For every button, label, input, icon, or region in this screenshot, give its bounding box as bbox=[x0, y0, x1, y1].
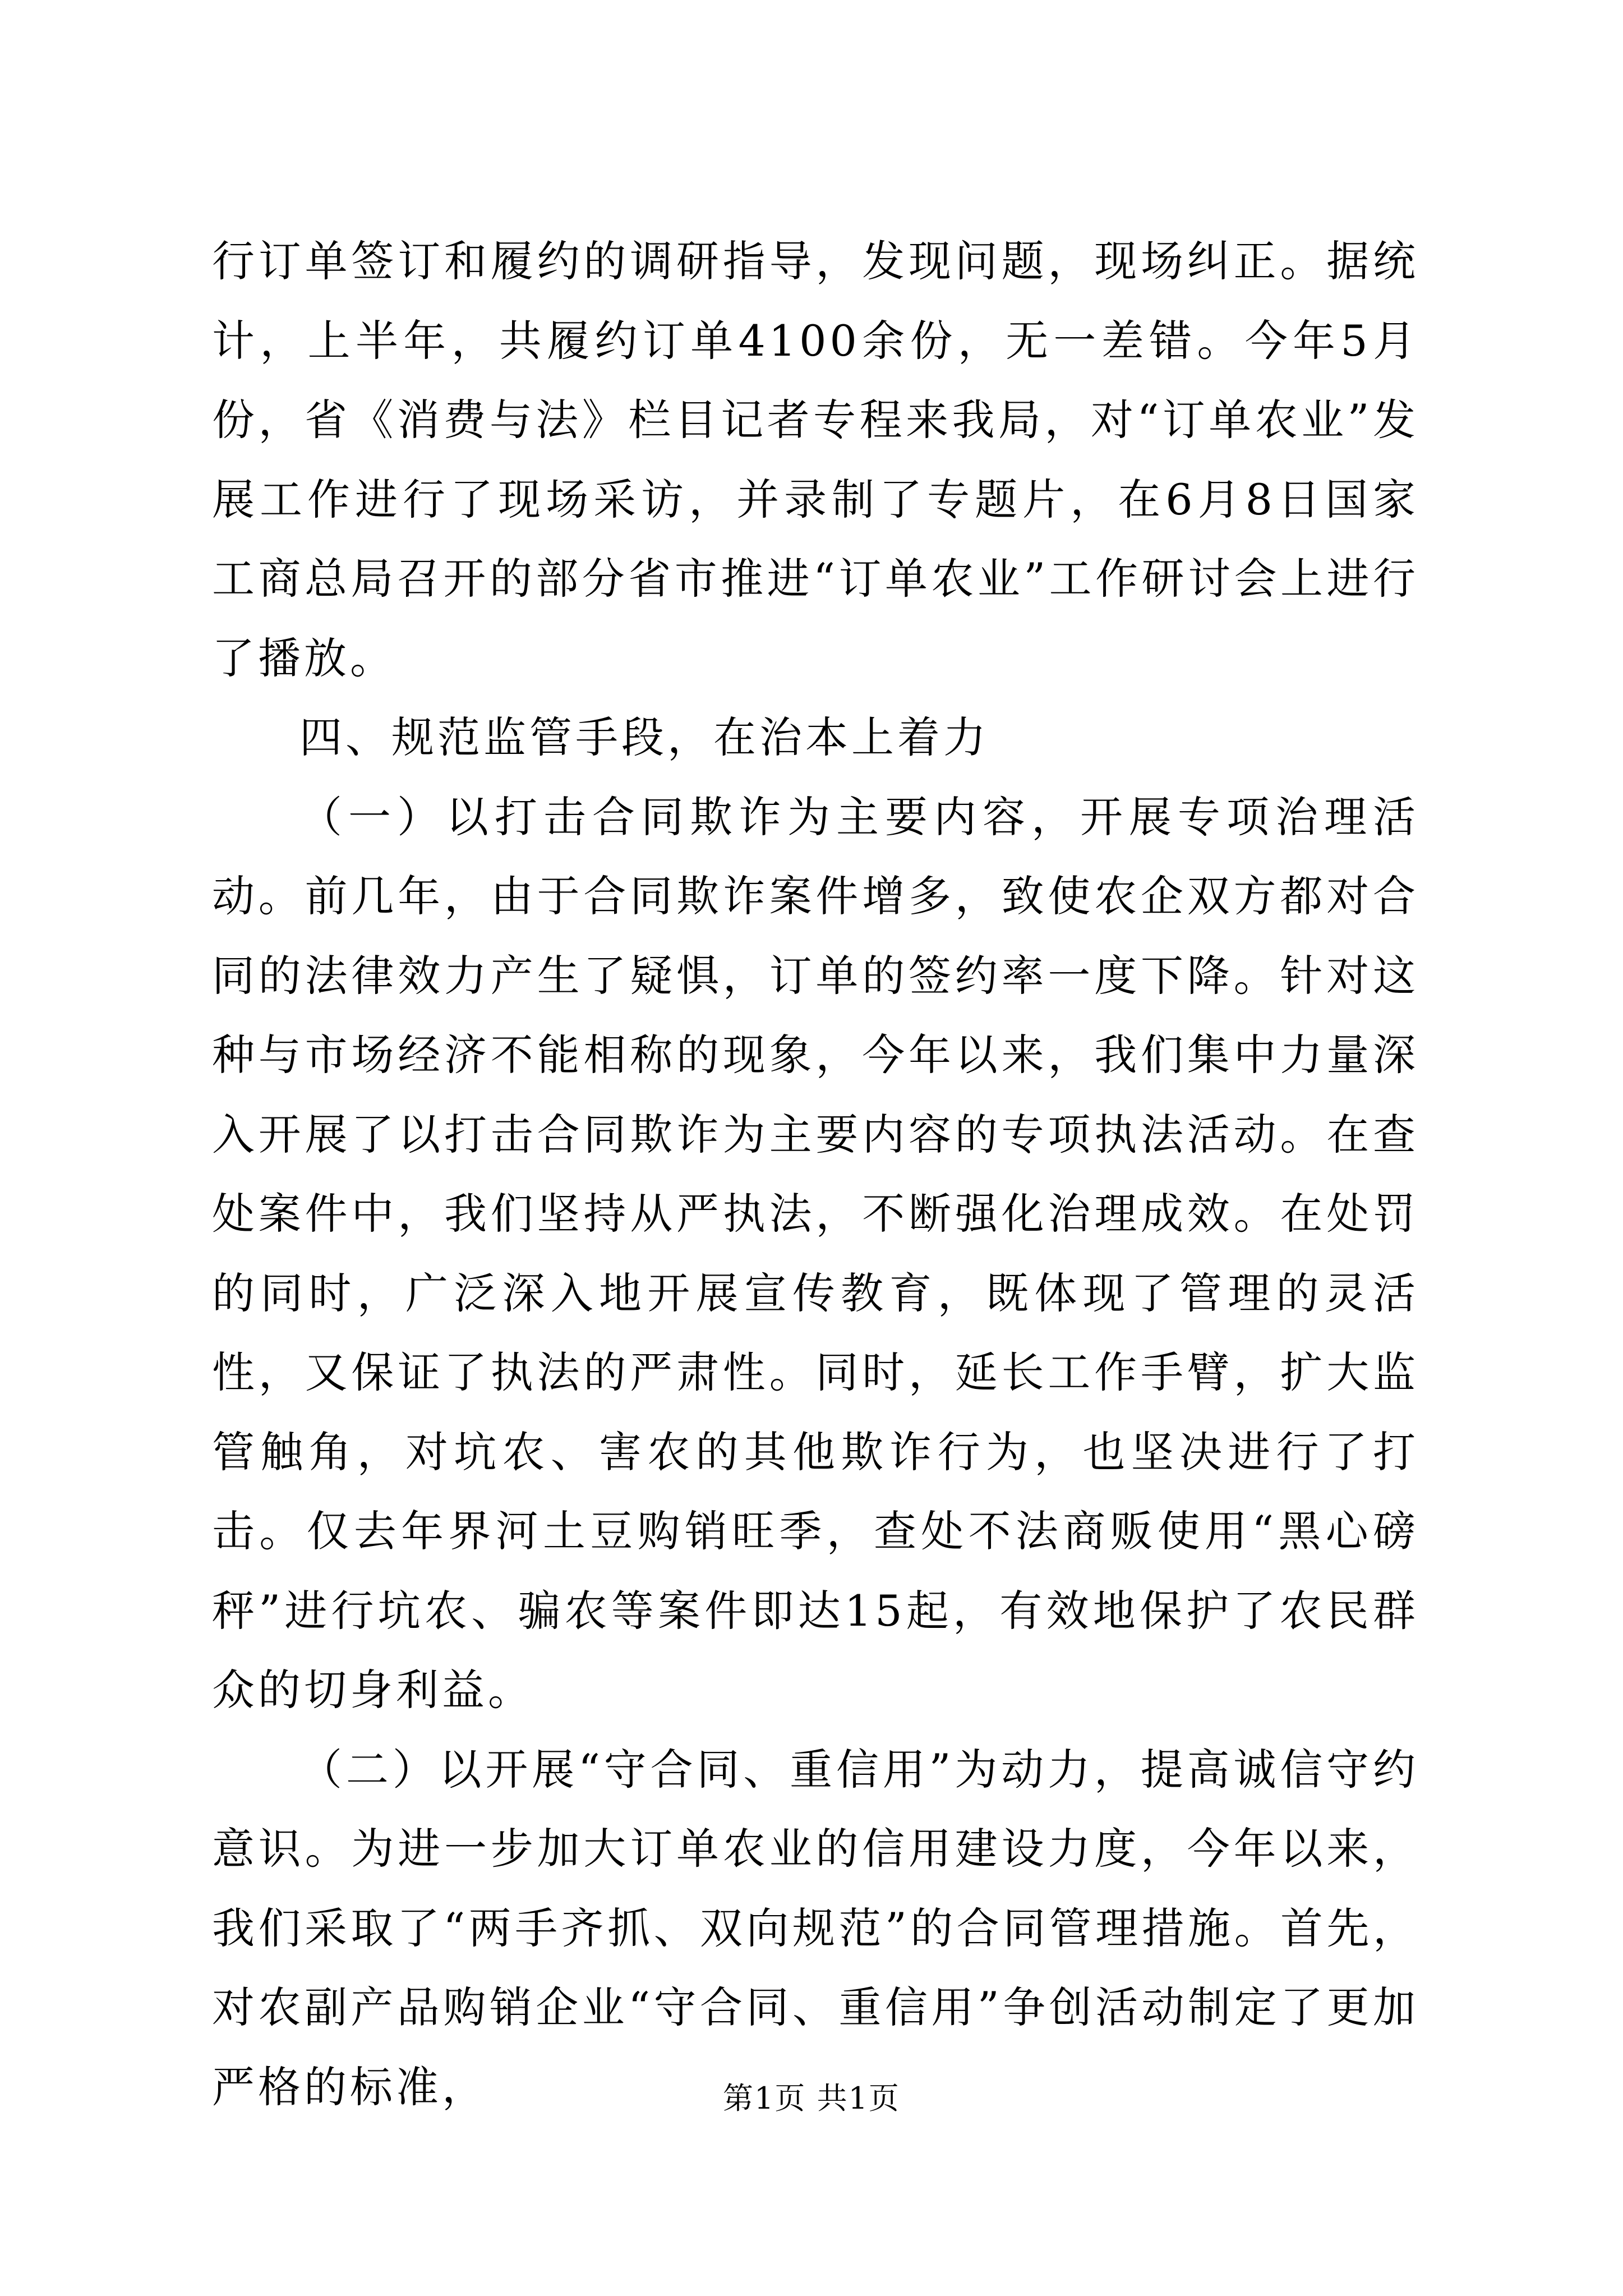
paragraph-1: 行订单签订和履约的调研指导，发现问题，现场纠正。据统计，上半年，共履约订单4100余份，无一差错。今年5月份，省《消费与法》栏目记者专程来我局，对“订单农业”发展工作进行了现场采访，并录制了专题片，在6月8日国家工商总局召开的部分省市推进“订单农业”工作研讨会上进行了播放。 bbox=[212, 236, 1419, 683]
page-footer: 第1页 共1页 bbox=[723, 2081, 900, 2116]
paragraph-3: （二）以开展“守合同、重信用”为动力，提高诚信守约意识。为进一步加大订单农业的信用建设力度，今年以来，我们采取了“两手齐抓、双向规范”的合同管理措施。首先，对农副产品购销企业“守合同、重信用”争创活动制定了更加严格的标准， bbox=[212, 1744, 1419, 2112]
section-heading: 四、规范监管手段，在治本上着力 bbox=[299, 712, 989, 762]
document-body bbox=[212, 222, 1419, 2127]
paragraph-2: （一）以打击合同欺诈为主要内容，开展专项治理活动。前几年，由于合同欺诈案件增多，致使农企双方都对合同的法律效力产生了疑惧，订单的签约率一度下降。针对这种与市场经济不能相称的现象，今年以来，我们集中力量深入开展了以打击合同欺诈为主要内容的专项执法活动。在查处案件中，我们坚持从严执法，不断强化治理成效。在处罚的同时，广泛深入地开展宣传教育，既体现了管理的灵活性，又保证了执法的严肃性。同时，延长工作手臂，扩大监管触角，对坑农、害农的其他欺诈行为，也坚决进行了打击。仅去年界河土豆购销旺季，查处不法商贩使用“黑心磅秤”进行坑农、骗农等案件即达15起，有效地保护了农民群众的切身利益。 bbox=[212, 792, 1419, 1715]
